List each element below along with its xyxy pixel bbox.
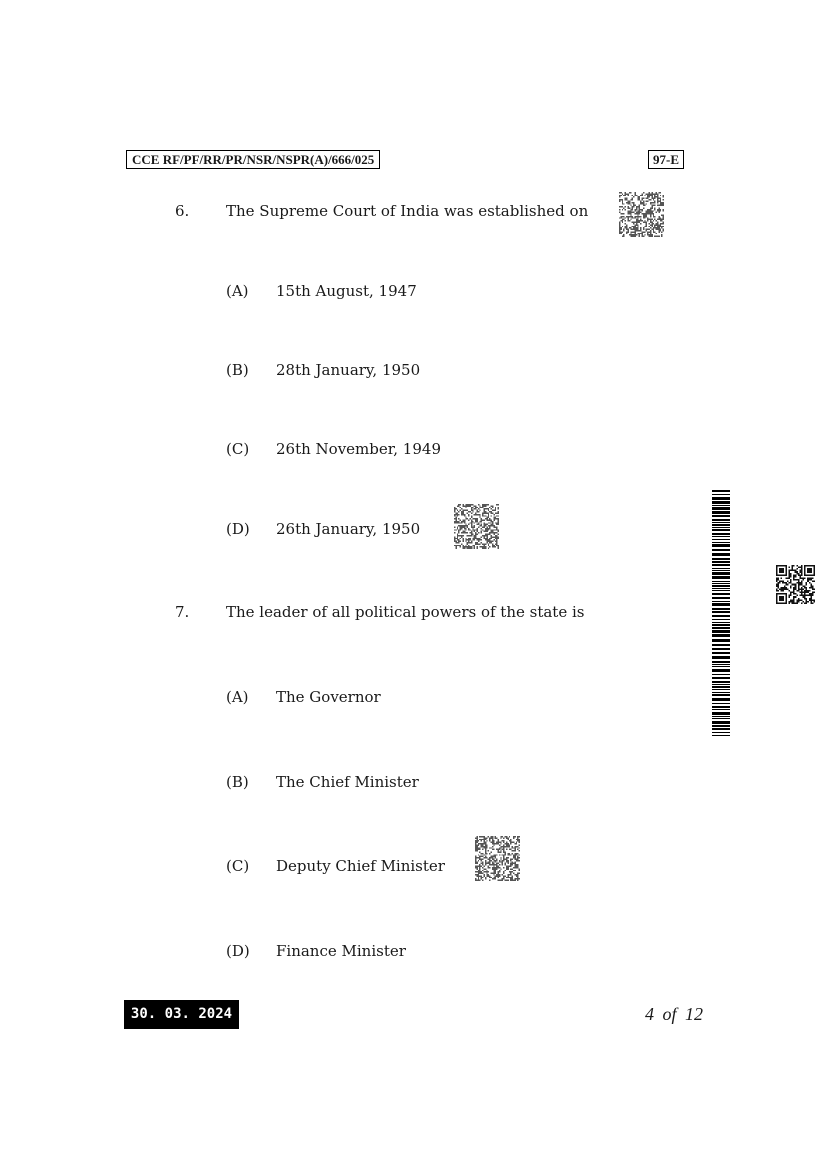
option-text: Deputy Chief Minister: [276, 857, 445, 875]
qr-code-icon: [619, 192, 664, 237]
option-text: 15th August, 1947: [276, 282, 417, 300]
question-number: 6.: [175, 202, 190, 220]
qr-code-icon: [475, 836, 520, 881]
qr-code-icon: [776, 565, 815, 604]
option-text: 26th January, 1950: [276, 520, 421, 538]
qr-code-icon: [454, 504, 499, 549]
option-label: (A): [226, 282, 249, 300]
option-label: (A): [226, 688, 249, 706]
option-text: 26th November, 1949: [276, 440, 441, 458]
option-label: (D): [226, 942, 250, 960]
option-text: 28th January, 1950: [276, 361, 421, 379]
question-text: The Supreme Court of India was established on: [226, 202, 589, 220]
option-label: (B): [226, 773, 249, 791]
question-text: The leader of all political powers of the state is: [226, 603, 585, 621]
option-text: Finance Minister: [276, 942, 406, 960]
option-label: (D): [226, 520, 250, 538]
barcode-icon: [712, 490, 730, 738]
option-text: The Chief Minister: [276, 773, 419, 791]
option-label: (C): [226, 857, 250, 875]
header-code: CCE RF/PF/RR/PR/NSR/NSPR(A)/666/025: [126, 150, 380, 169]
paper-code: 97-E: [648, 150, 684, 169]
question-number: 7.: [175, 603, 190, 621]
page-number: 4 of 12: [644, 1004, 703, 1024]
option-label: (B): [226, 361, 249, 379]
date-stamp: 30. 03. 2024: [124, 1000, 239, 1029]
option-label: (C): [226, 440, 250, 458]
option-text: The Governor: [276, 688, 381, 706]
